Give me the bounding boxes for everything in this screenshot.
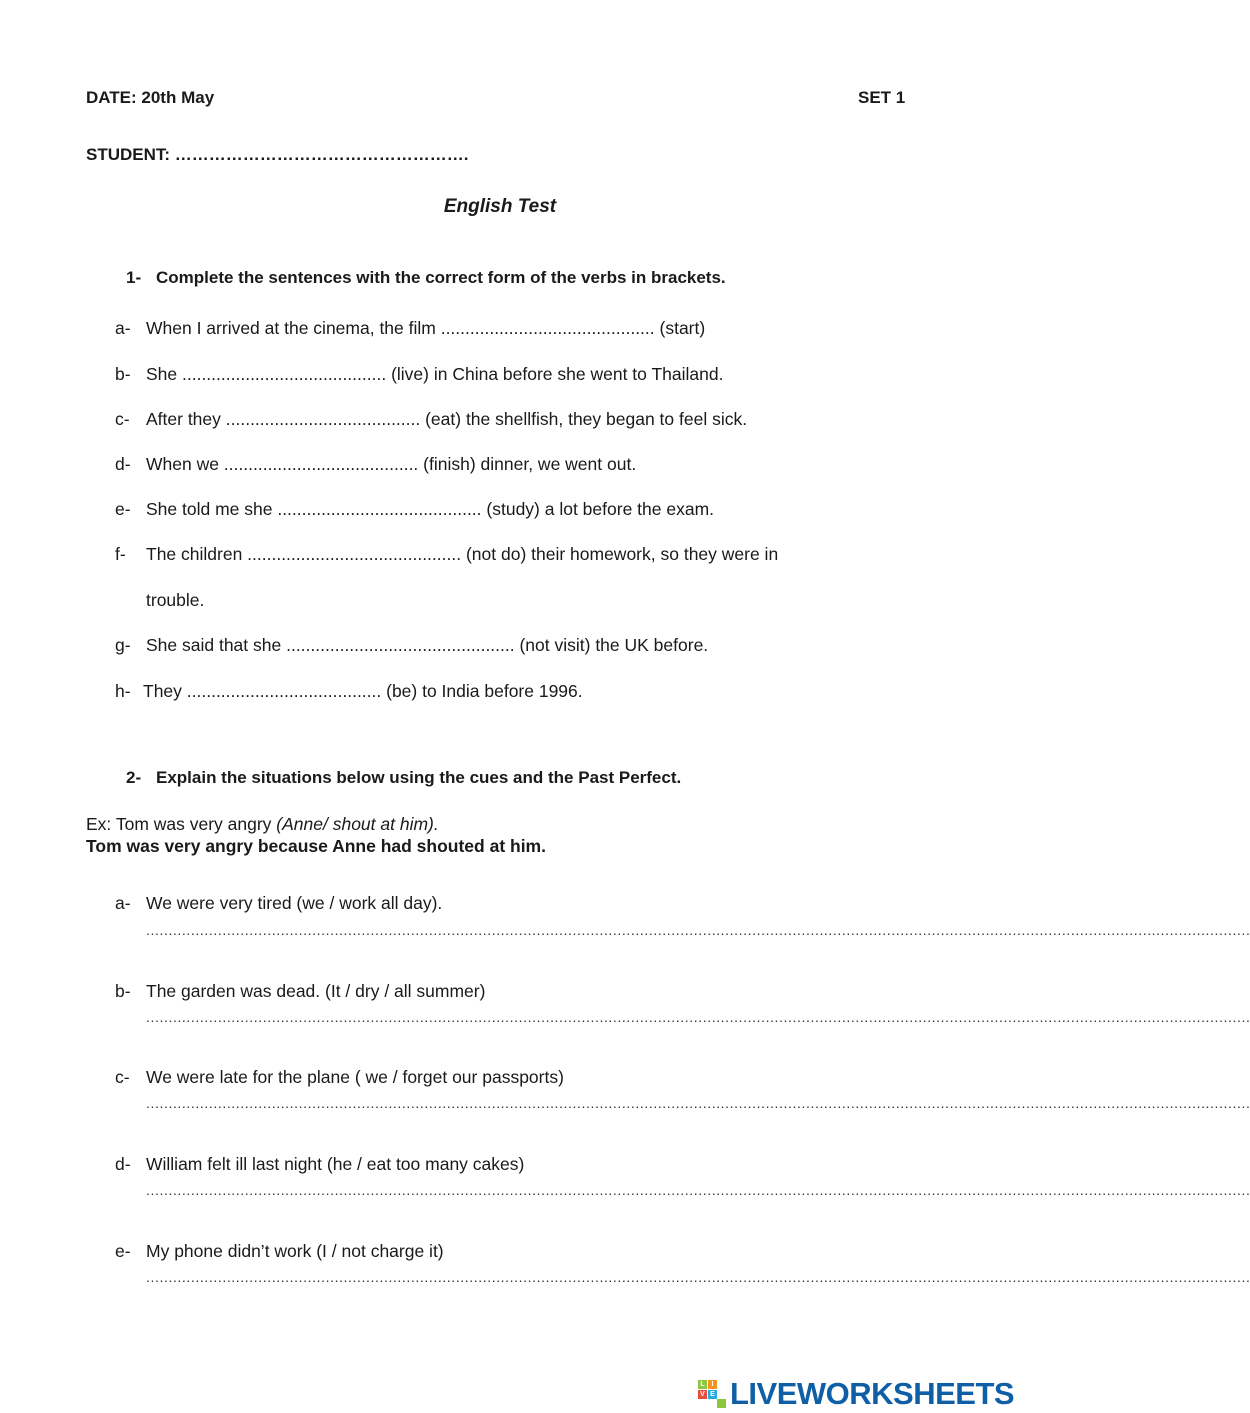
set-label: SET 1 — [858, 88, 906, 107]
list-item-label: g- — [115, 635, 131, 655]
section1-heading: Complete the sentences with the correct form of the verbs in brackets. — [156, 268, 726, 287]
section2-number: 2- — [126, 768, 142, 787]
logo-mark-i: I — [708, 1380, 717, 1389]
list-item-label: h- — [115, 681, 131, 701]
section2-heading: Explain the situations below using the cues and the Past Perfect. — [156, 768, 682, 787]
answer-line[interactable]: ...................................................................................................................................................................................................................................................... — [146, 922, 1250, 938]
answer-line[interactable]: ...................................................................................................................................................................................................................................................... — [146, 1182, 1250, 1198]
list-item: She .......................................... (live) in China before she went to Thailand. — [146, 364, 724, 384]
list-item: My phone didn’t work (I / not charge it) — [146, 1241, 444, 1261]
list-item-label: b- — [115, 981, 131, 1001]
logo-mark-square — [717, 1399, 726, 1408]
list-item-continuation: trouble. — [146, 590, 205, 610]
list-item-label: b- — [115, 364, 131, 384]
liveworksheets-logo-text: LIVEWORKSHEETS — [730, 1376, 1015, 1411]
list-item-label: d- — [115, 454, 131, 474]
date-label: DATE: 20th May — [86, 88, 215, 107]
page-title: English Test — [443, 196, 557, 217]
liveworksheets-logo-icon — [698, 1380, 726, 1408]
list-item: We were late for the plane ( we / forget our passports) — [146, 1067, 564, 1087]
list-item: We were very tired (we / work all day). — [146, 893, 443, 913]
list-item-label: e- — [115, 1241, 131, 1261]
example-line — [86, 814, 439, 835]
logo-mark-l: L — [698, 1380, 707, 1389]
list-item: The garden was dead. (It / dry / all summer) — [146, 981, 486, 1001]
example-answer: Tom was very angry because Anne had shouted at him. — [86, 836, 546, 856]
list-item: When I arrived at the cinema, the film ............................................ (start) — [146, 318, 706, 338]
list-item-label: c- — [115, 409, 130, 429]
answer-line[interactable]: ...................................................................................................................................................................................................................................................... — [146, 1009, 1250, 1025]
list-item-label: f- — [115, 544, 126, 564]
list-item: When we ........................................ (finish) dinner, we went out. — [146, 454, 637, 474]
list-item: William felt ill last night (he / eat too many cakes) — [146, 1154, 525, 1174]
logo-mark-e: E — [708, 1390, 717, 1399]
list-item: After they ........................................ (eat) the shellfish, they began to feel sick. — [146, 409, 748, 429]
list-item: The children ............................................ (not do) their homework, so they were in — [146, 544, 779, 564]
list-item: She said that she ............................................... (not visit) the UK before. — [146, 635, 709, 655]
example-prefix: Ex: Tom was very angry — [86, 814, 277, 834]
list-item-label: a- — [115, 893, 131, 913]
section1-number: 1- — [126, 268, 142, 287]
answer-line[interactable]: ...................................................................................................................................................................................................................................................... — [146, 1269, 1250, 1285]
list-item: They ........................................ (be) to India before 1996. — [143, 681, 583, 701]
list-item-label: d- — [115, 1154, 131, 1174]
liveworksheets-logo[interactable] — [698, 1376, 1014, 1412]
answer-line[interactable]: ...................................................................................................................................................................................................................................................... — [146, 1095, 1250, 1111]
logo-mark-v: V — [698, 1390, 707, 1399]
list-item-label: c- — [115, 1067, 130, 1087]
list-item-label: a- — [115, 318, 131, 338]
list-item-label: e- — [115, 499, 131, 519]
list-item: She told me she .......................................... (study) a lot before the exam. — [146, 499, 715, 519]
example-cue: (Anne/ shout at him). — [276, 814, 439, 834]
student-field[interactable]: STUDENT: ……………………………………………. — [86, 145, 469, 164]
